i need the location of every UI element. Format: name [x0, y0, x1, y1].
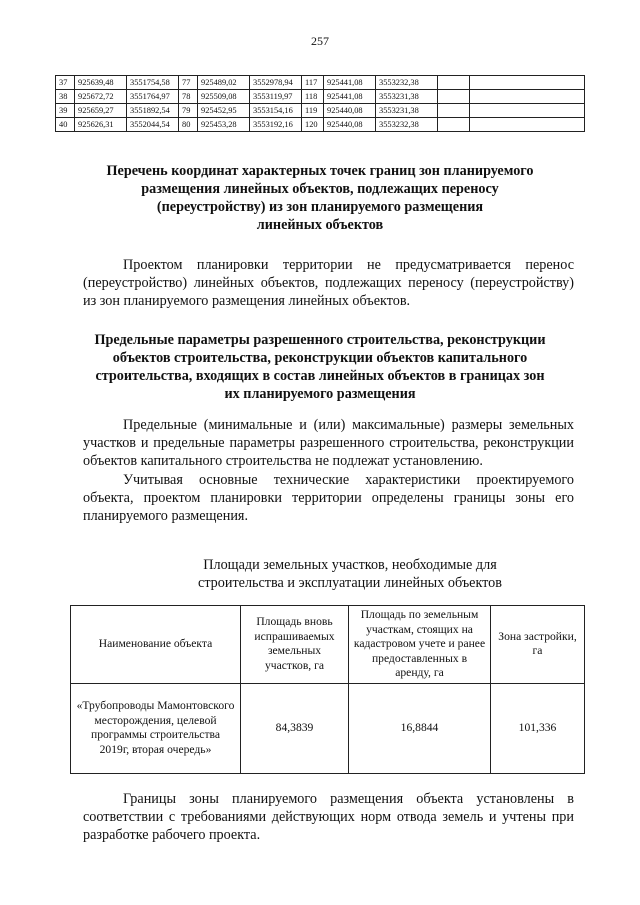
- coord-cell: 925440,08: [324, 104, 376, 118]
- coord-cell: [438, 104, 470, 118]
- heading-line: (переустройству) из зон планируемого размещения: [156, 199, 484, 215]
- coord-cell: 3551754,58: [127, 76, 179, 90]
- transfer-paragraph: [83, 256, 574, 311]
- paragraph-text: Проектом планировки территории не предусматривается перенос (переустройство) линейных объектов, подлежащих переносу (переустройству) из зон планируемого размещения линейных объектов.: [83, 257, 574, 310]
- coord-cell: [438, 76, 470, 90]
- coord-cell: 925659,27: [75, 104, 127, 118]
- caption-line: строительства и эксплуатации линейных объектов: [198, 575, 502, 591]
- heading-line: объектов строительства, реконструкции объектов капитального: [112, 350, 528, 366]
- heading-line: линейных объектов: [256, 217, 384, 233]
- areas-table-caption: [60, 556, 640, 592]
- coord-cell: 925452,95: [198, 104, 250, 118]
- land-areas-table: [70, 605, 585, 774]
- coord-cell: 3553232,38: [376, 76, 438, 90]
- section-heading-parameters: [60, 331, 580, 403]
- table-row: [56, 76, 585, 90]
- caption-line: Площади земельных участков, необходимые для: [203, 557, 497, 573]
- coord-cell: 40: [56, 118, 75, 132]
- table-header-row: [71, 606, 585, 684]
- header-cell: Наименование объекта: [71, 606, 241, 684]
- table-row: [56, 90, 585, 104]
- coord-cell: 3553154,16: [250, 104, 302, 118]
- leased-area-cell: 16,8844: [349, 683, 491, 773]
- coord-cell: 3553231,38: [376, 90, 438, 104]
- coord-cell: 925509,08: [198, 90, 250, 104]
- paragraph-text: Границы зоны планируемого размещения объекта установлены в соответствии с требованиями действующих норм отвода земель и учтены при разработке рабочего проекта.: [83, 791, 574, 844]
- paragraph-text: Учитывая основные технические характеристики проектируемого объекта, проектом планировки территории определены границы зоны его планируемого размещения.: [83, 471, 574, 525]
- coord-cell: 925672,72: [75, 90, 127, 104]
- coord-cell: 77: [179, 76, 198, 90]
- coord-cell: 925440,08: [324, 118, 376, 132]
- coord-cell: 3553231,38: [376, 104, 438, 118]
- coord-cell: 3552044,54: [127, 118, 179, 132]
- coord-cell: 38: [56, 90, 75, 104]
- header-cell: Площадь вновь испрашиваемых земельных участков, га: [241, 606, 349, 684]
- coord-cell: 925453,28: [198, 118, 250, 132]
- coord-cell: 925489,02: [198, 76, 250, 90]
- coord-cell: [470, 118, 585, 132]
- coord-cell: 120: [302, 118, 324, 132]
- coord-cell: 117: [302, 76, 324, 90]
- coord-cell: [438, 90, 470, 104]
- coord-cell: 39: [56, 104, 75, 118]
- coord-cell: 80: [179, 118, 198, 132]
- page-number: 257: [311, 34, 329, 48]
- coord-cell: 3551764,97: [127, 90, 179, 104]
- coord-cell: [470, 76, 585, 90]
- coord-cell: 925441,08: [324, 90, 376, 104]
- coord-cell: 37: [56, 76, 75, 90]
- table-row: [56, 104, 585, 118]
- table-row: [71, 683, 585, 773]
- parameters-paragraphs: [83, 416, 574, 525]
- coord-cell: 925626,31: [75, 118, 127, 132]
- coord-cell: 118: [302, 90, 324, 104]
- coord-cell: 119: [302, 104, 324, 118]
- coord-cell: 925639,48: [75, 76, 127, 90]
- coord-cell: 78: [179, 90, 198, 104]
- section-heading-transfer: [60, 162, 580, 234]
- coord-cell: 79: [179, 104, 198, 118]
- heading-line: размещения линейных объектов, подлежащих переносу: [141, 181, 499, 197]
- coord-cell: [470, 90, 585, 104]
- table-row: [56, 118, 585, 132]
- coord-cell: 3551892,54: [127, 104, 179, 118]
- coordinates-table: [55, 75, 585, 132]
- coord-cell: [438, 118, 470, 132]
- new-area-cell: 84,3839: [241, 683, 349, 773]
- heading-line: строительства, входящих в состав линейных объектов в границах зон: [95, 368, 545, 384]
- coord-cell: 3553119,97: [250, 90, 302, 104]
- zone-area-cell: 101,336: [491, 683, 585, 773]
- coord-cell: [470, 104, 585, 118]
- paragraph-text: Предельные (минимальные и (или) максимальные) размеры земельных участков и предельные параметры разрешенного строительства, реконструкции объектов капитального строительства не подлежат установлению.: [83, 417, 574, 470]
- object-name-cell: «Трубопроводы Мамонтовского месторождения, целевой программы строительства 2019г, вторая очередь»: [71, 683, 241, 773]
- heading-line: Перечень координат характерных точек границ зон планируемого: [106, 163, 534, 179]
- coord-cell: 3553192,16: [250, 118, 302, 132]
- coord-cell: 3553232,38: [376, 118, 438, 132]
- coord-cell: 925441,08: [324, 76, 376, 90]
- heading-line: их планируемого размещения: [224, 386, 416, 402]
- coord-cell: 3552978,94: [250, 76, 302, 90]
- header-cell: Площадь по земельным участкам, стоящих на кадастровом учете и ранее предоставленных в аренду, га: [349, 606, 491, 684]
- final-paragraph: [83, 790, 574, 845]
- header-cell: Зона застройки, га: [491, 606, 585, 684]
- heading-line: Предельные параметры разрешенного строительства, реконструкции: [94, 332, 546, 348]
